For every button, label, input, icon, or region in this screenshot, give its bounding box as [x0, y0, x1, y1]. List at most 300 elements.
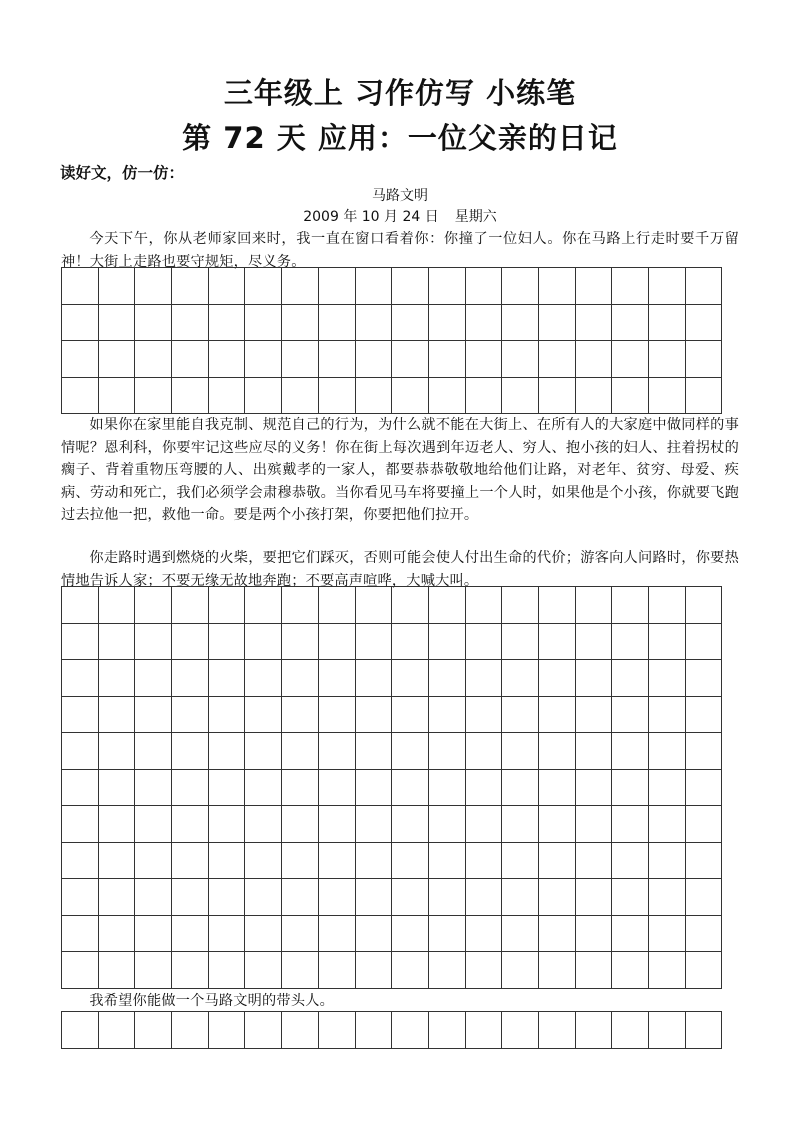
diary-date: 2009 年 10 月 24 日 [303, 209, 439, 225]
grid-cell[interactable] [539, 770, 576, 807]
grid-cell[interactable] [99, 268, 136, 305]
grid-cell[interactable] [466, 806, 503, 843]
grid-cell[interactable] [209, 806, 246, 843]
grid-cell[interactable] [576, 733, 613, 770]
grid-cell[interactable] [502, 624, 539, 661]
grid-cell[interactable] [172, 916, 209, 953]
grid-cell[interactable] [245, 697, 282, 734]
grid-cell[interactable] [282, 305, 319, 342]
grid-cell[interactable] [282, 587, 319, 624]
grid-cell[interactable] [429, 1012, 466, 1049]
grid-cell[interactable] [649, 587, 686, 624]
grid-cell[interactable] [99, 697, 136, 734]
grid-cell[interactable] [429, 660, 466, 697]
grid-cell[interactable] [135, 733, 172, 770]
grid-cell[interactable] [612, 733, 649, 770]
grid-cell[interactable] [429, 733, 466, 770]
grid-cell[interactable] [319, 697, 356, 734]
grid-cell[interactable] [466, 770, 503, 807]
writing-grid-1[interactable] [61, 267, 722, 414]
grid-cell[interactable] [392, 806, 429, 843]
grid-cell[interactable] [62, 843, 99, 880]
grid-cell[interactable] [99, 770, 136, 807]
grid-cell[interactable] [392, 843, 429, 880]
grid-cell[interactable] [392, 305, 429, 342]
grid-cell[interactable] [392, 587, 429, 624]
grid-cell[interactable] [686, 341, 723, 378]
grid-cell[interactable] [649, 879, 686, 916]
grid-cell[interactable] [539, 733, 576, 770]
grid-cell[interactable] [576, 341, 613, 378]
grid-cell[interactable] [99, 660, 136, 697]
grid-cell[interactable] [612, 879, 649, 916]
grid-cell[interactable] [502, 806, 539, 843]
grid-cell[interactable] [282, 843, 319, 880]
grid-cell[interactable] [502, 341, 539, 378]
grid-cell[interactable] [429, 341, 466, 378]
grid-cell[interactable] [282, 1012, 319, 1049]
grid-cell[interactable] [99, 733, 136, 770]
grid-cell[interactable] [135, 268, 172, 305]
grid-cell[interactable] [612, 305, 649, 342]
grid-cell[interactable] [319, 268, 356, 305]
grid-cell[interactable] [649, 1012, 686, 1049]
grid-cell[interactable] [392, 697, 429, 734]
grid-cell[interactable] [612, 378, 649, 415]
grid-cell[interactable] [99, 952, 136, 989]
grid-cell[interactable] [539, 697, 576, 734]
grid-cell[interactable] [62, 806, 99, 843]
grid-cell[interactable] [429, 587, 466, 624]
grid-cell[interactable] [356, 660, 393, 697]
grid-cell[interactable] [99, 587, 136, 624]
grid-cell[interactable] [209, 770, 246, 807]
grid-cell[interactable] [649, 916, 686, 953]
grid-cell[interactable] [466, 624, 503, 661]
grid-cell[interactable] [319, 624, 356, 661]
grid-cell[interactable] [392, 952, 429, 989]
grid-cell[interactable] [356, 268, 393, 305]
grid-cell[interactable] [539, 916, 576, 953]
grid-cell[interactable] [429, 879, 466, 916]
grid-cell[interactable] [466, 341, 503, 378]
grid-cell[interactable] [172, 806, 209, 843]
grid-cell[interactable] [356, 378, 393, 415]
grid-cell[interactable] [466, 952, 503, 989]
grid-cell[interactable] [429, 624, 466, 661]
grid-cell[interactable] [649, 378, 686, 415]
grid-cell[interactable] [356, 587, 393, 624]
grid-cell[interactable] [356, 305, 393, 342]
grid-cell[interactable] [429, 843, 466, 880]
grid-cell[interactable] [539, 660, 576, 697]
grid-cell[interactable] [576, 916, 613, 953]
grid-cell[interactable] [612, 341, 649, 378]
grid-cell[interactable] [502, 1012, 539, 1049]
grid-cell[interactable] [99, 305, 136, 342]
grid-cell[interactable] [429, 916, 466, 953]
grid-cell[interactable] [319, 770, 356, 807]
grid-cell[interactable] [319, 952, 356, 989]
grid-cell[interactable] [172, 341, 209, 378]
grid-cell[interactable] [686, 843, 723, 880]
grid-cell[interactable] [392, 341, 429, 378]
grid-cell[interactable] [686, 806, 723, 843]
grid-cell[interactable] [612, 268, 649, 305]
grid-cell[interactable] [172, 952, 209, 989]
grid-cell[interactable] [502, 843, 539, 880]
grid-cell[interactable] [429, 378, 466, 415]
grid-cell[interactable] [356, 341, 393, 378]
grid-cell[interactable] [135, 1012, 172, 1049]
grid-cell[interactable] [392, 660, 429, 697]
grid-cell[interactable] [649, 305, 686, 342]
grid-cell[interactable] [172, 879, 209, 916]
grid-cell[interactable] [392, 378, 429, 415]
grid-cell[interactable] [282, 879, 319, 916]
grid-cell[interactable] [209, 587, 246, 624]
grid-cell[interactable] [539, 843, 576, 880]
grid-cell[interactable] [466, 305, 503, 342]
grid-cell[interactable] [502, 268, 539, 305]
grid-cell[interactable] [319, 587, 356, 624]
grid-cell[interactable] [466, 1012, 503, 1049]
grid-cell[interactable] [282, 624, 319, 661]
grid-cell[interactable] [356, 843, 393, 880]
grid-cell[interactable] [282, 733, 319, 770]
grid-cell[interactable] [99, 806, 136, 843]
grid-cell[interactable] [576, 378, 613, 415]
grid-cell[interactable] [466, 916, 503, 953]
grid-cell[interactable] [686, 916, 723, 953]
grid-cell[interactable] [686, 305, 723, 342]
grid-cell[interactable] [62, 733, 99, 770]
grid-cell[interactable] [686, 770, 723, 807]
grid-cell[interactable] [686, 660, 723, 697]
grid-cell[interactable] [172, 587, 209, 624]
grid-cell[interactable] [356, 952, 393, 989]
grid-cell[interactable] [282, 770, 319, 807]
grid-cell[interactable] [466, 843, 503, 880]
grid-cell[interactable] [392, 916, 429, 953]
grid-cell[interactable] [99, 916, 136, 953]
grid-cell[interactable] [209, 879, 246, 916]
grid-cell[interactable] [99, 624, 136, 661]
grid-cell[interactable] [539, 952, 576, 989]
grid-cell[interactable] [282, 660, 319, 697]
grid-cell[interactable] [282, 378, 319, 415]
grid-cell[interactable] [576, 770, 613, 807]
grid-cell[interactable] [649, 341, 686, 378]
grid-cell[interactable] [209, 952, 246, 989]
grid-cell[interactable] [356, 879, 393, 916]
grid-cell[interactable] [686, 697, 723, 734]
grid-cell[interactable] [576, 806, 613, 843]
grid-cell[interactable] [209, 843, 246, 880]
grid-cell[interactable] [576, 697, 613, 734]
grid-cell[interactable] [576, 952, 613, 989]
grid-cell[interactable] [245, 1012, 282, 1049]
grid-cell[interactable] [245, 378, 282, 415]
diary-date-line [0, 206, 800, 226]
grid-cell[interactable] [612, 697, 649, 734]
grid-cell[interactable] [62, 952, 99, 989]
grid-cell[interactable] [62, 305, 99, 342]
grid-cell[interactable] [612, 660, 649, 697]
grid-cell[interactable] [686, 587, 723, 624]
grid-cell[interactable] [62, 697, 99, 734]
grid-cell[interactable] [319, 916, 356, 953]
grid-cell[interactable] [319, 806, 356, 843]
grid-cell[interactable] [282, 952, 319, 989]
grid-cell[interactable] [576, 879, 613, 916]
grid-cell[interactable] [319, 843, 356, 880]
grid-cell[interactable] [429, 697, 466, 734]
grid-cell[interactable] [539, 879, 576, 916]
grid-cell[interactable] [209, 341, 246, 378]
grid-cell[interactable] [466, 378, 503, 415]
grid-cell[interactable] [356, 770, 393, 807]
grid-cell[interactable] [209, 697, 246, 734]
grid-cell[interactable] [172, 624, 209, 661]
grid-cell[interactable] [245, 660, 282, 697]
grid-cell[interactable] [319, 341, 356, 378]
grid-cell[interactable] [209, 268, 246, 305]
grid-cell[interactable] [649, 806, 686, 843]
grid-cell[interactable] [356, 806, 393, 843]
grid-cell[interactable] [209, 1012, 246, 1049]
grid-cell[interactable] [612, 624, 649, 661]
grid-cell[interactable] [539, 305, 576, 342]
grid-cell[interactable] [282, 697, 319, 734]
grid-cell[interactable] [282, 916, 319, 953]
diary-paragraph-3: 你走路时遇到燃烧的火柴，要把它们踩灭，否则可能会使人付出生命的代价；游客向人问路时，你要热情地告诉人家；不要无缘无故地奔跑；不要高声喧哗，大喊大叫。 [61, 550, 739, 589]
grid-cell[interactable] [135, 879, 172, 916]
grid-cell[interactable] [99, 341, 136, 378]
grid-cell[interactable] [135, 806, 172, 843]
diary-paragraph-4: 我希望你能做一个马路文明的带头人。 [89, 993, 334, 1009]
grid-cell[interactable] [135, 624, 172, 661]
grid-cell[interactable] [356, 624, 393, 661]
grid-cell[interactable] [612, 916, 649, 953]
grid-cell[interactable] [356, 916, 393, 953]
grid-cell[interactable] [135, 697, 172, 734]
grid-cell[interactable] [539, 341, 576, 378]
grid-cell[interactable] [502, 587, 539, 624]
grid-cell[interactable] [62, 624, 99, 661]
grid-cell[interactable] [245, 305, 282, 342]
grid-cell[interactable] [649, 268, 686, 305]
grid-cell[interactable] [62, 879, 99, 916]
grid-cell[interactable] [392, 879, 429, 916]
grid-cell[interactable] [649, 660, 686, 697]
grid-cell[interactable] [282, 341, 319, 378]
grid-cell[interactable] [62, 378, 99, 415]
grid-cell[interactable] [62, 1012, 99, 1049]
grid-cell[interactable] [502, 952, 539, 989]
grid-cell[interactable] [612, 770, 649, 807]
grid-cell[interactable] [245, 587, 282, 624]
grid-cell[interactable] [209, 624, 246, 661]
grid-cell[interactable] [319, 305, 356, 342]
grid-cell[interactable] [612, 1012, 649, 1049]
grid-cell[interactable] [172, 843, 209, 880]
grid-cell[interactable] [649, 697, 686, 734]
grid-cell[interactable] [539, 268, 576, 305]
grid-cell[interactable] [502, 305, 539, 342]
grid-cell[interactable] [209, 660, 246, 697]
grid-cell[interactable] [99, 1012, 136, 1049]
grid-cell[interactable] [392, 1012, 429, 1049]
grid-cell[interactable] [62, 268, 99, 305]
grid-cell[interactable] [282, 806, 319, 843]
grid-cell[interactable] [135, 341, 172, 378]
grid-cell[interactable] [172, 1012, 209, 1049]
grid-cell[interactable] [576, 660, 613, 697]
grid-cell[interactable] [392, 268, 429, 305]
grid-cell[interactable] [135, 843, 172, 880]
grid-cell[interactable] [135, 770, 172, 807]
grid-cell[interactable] [576, 305, 613, 342]
grid-cell[interactable] [466, 697, 503, 734]
grid-cell[interactable] [686, 952, 723, 989]
grid-cell[interactable] [686, 733, 723, 770]
diary-paragraph-2: 如果你在家里能自我克制、规范自己的行为，为什么就不能在大街上、在所有人的大家庭中做同样的事情呢？恩利科，你要牢记这些应尽的义务！你在街上每次遇到年迈老人、穷人、抱小孩的妇人、拄着拐杖的瘸子、背着重物压弯腰的人、出殡戴孝的一家人，都要恭恭敬敬地给他们让路，对老年、贫穷、母爱、疾病、劳动和死亡，我们必须学会肃穆恭敬。当你看见马车将要撞上一个人时，如果他是个小孩，你就要飞跑过去拉他一把，救他一命。要是两个小孩打架，你要把他们拉开。 [61, 417, 739, 524]
grid-cell[interactable] [686, 624, 723, 661]
grid-cell[interactable] [62, 587, 99, 624]
grid-cell[interactable] [62, 660, 99, 697]
grid-cell[interactable] [319, 378, 356, 415]
grid-cell[interactable] [99, 378, 136, 415]
diary-title: 马路文明 [372, 188, 428, 204]
grid-cell[interactable] [209, 733, 246, 770]
grid-cell[interactable] [466, 587, 503, 624]
grid-cell[interactable] [319, 879, 356, 916]
writing-grid-3[interactable] [61, 1011, 722, 1049]
grid-cell[interactable] [502, 697, 539, 734]
grid-cell[interactable] [209, 916, 246, 953]
grid-cell[interactable] [135, 587, 172, 624]
grid-cell[interactable] [649, 770, 686, 807]
grid-cell[interactable] [245, 806, 282, 843]
grid-cell[interactable] [502, 916, 539, 953]
grid-cell[interactable] [319, 1012, 356, 1049]
grid-cell[interactable] [245, 843, 282, 880]
grid-cell[interactable] [392, 624, 429, 661]
grid-cell[interactable] [612, 806, 649, 843]
grid-cell[interactable] [466, 268, 503, 305]
grid-cell[interactable] [245, 733, 282, 770]
grid-cell[interactable] [392, 770, 429, 807]
grid-cell[interactable] [356, 733, 393, 770]
grid-cell[interactable] [539, 1012, 576, 1049]
grid-cell[interactable] [612, 952, 649, 989]
grid-cell[interactable] [612, 587, 649, 624]
grid-cell[interactable] [466, 733, 503, 770]
grid-cell[interactable] [319, 733, 356, 770]
grid-cell[interactable] [135, 305, 172, 342]
grid-cell[interactable] [502, 378, 539, 415]
grid-cell[interactable] [539, 378, 576, 415]
grid-cell[interactable] [245, 341, 282, 378]
grid-cell[interactable] [502, 660, 539, 697]
grid-cell[interactable] [686, 268, 723, 305]
grid-cell[interactable] [576, 624, 613, 661]
grid-cell[interactable] [686, 879, 723, 916]
grid-cell[interactable] [245, 952, 282, 989]
worksheet-subtitle: 第 72 天 应用：一位父亲的日记 [182, 121, 618, 155]
grid-cell[interactable] [172, 697, 209, 734]
grid-cell[interactable] [539, 624, 576, 661]
grid-cell[interactable] [356, 1012, 393, 1049]
grid-cell[interactable] [576, 1012, 613, 1049]
grid-cell[interactable] [135, 660, 172, 697]
writing-grid-2[interactable] [61, 586, 722, 989]
grid-cell[interactable] [429, 770, 466, 807]
grid-cell[interactable] [612, 843, 649, 880]
grid-cell[interactable] [172, 660, 209, 697]
grid-cell[interactable] [576, 268, 613, 305]
grid-cell[interactable] [502, 879, 539, 916]
grid-cell[interactable] [429, 806, 466, 843]
grid-cell[interactable] [392, 733, 429, 770]
grid-cell[interactable] [649, 733, 686, 770]
grid-cell[interactable] [172, 305, 209, 342]
grid-cell[interactable] [209, 305, 246, 342]
grid-cell[interactable] [429, 305, 466, 342]
grid-cell[interactable] [245, 879, 282, 916]
grid-cell[interactable] [172, 770, 209, 807]
grid-cell[interactable] [686, 1012, 723, 1049]
grid-cell[interactable] [209, 378, 246, 415]
grid-cell[interactable] [356, 697, 393, 734]
grid-cell[interactable] [502, 733, 539, 770]
grid-cell[interactable] [135, 378, 172, 415]
grid-cell[interactable] [172, 733, 209, 770]
grid-cell[interactable] [135, 952, 172, 989]
grid-cell[interactable] [172, 268, 209, 305]
grid-cell[interactable] [429, 952, 466, 989]
grid-cell[interactable] [172, 378, 209, 415]
grid-cell[interactable] [245, 916, 282, 953]
grid-cell[interactable] [576, 587, 613, 624]
diary-weekday: 星期六 [454, 209, 497, 225]
grid-cell[interactable] [99, 879, 136, 916]
grid-cell[interactable] [429, 268, 466, 305]
grid-cell[interactable] [282, 268, 319, 305]
grid-cell[interactable] [466, 660, 503, 697]
grid-cell[interactable] [245, 770, 282, 807]
grid-cell[interactable] [649, 624, 686, 661]
grid-cell[interactable] [466, 879, 503, 916]
grid-cell[interactable] [576, 843, 613, 880]
grid-cell[interactable] [539, 806, 576, 843]
grid-cell[interactable] [245, 624, 282, 661]
grid-cell[interactable] [62, 341, 99, 378]
grid-cell[interactable] [99, 843, 136, 880]
grid-cell[interactable] [686, 378, 723, 415]
grid-cell[interactable] [62, 770, 99, 807]
grid-cell[interactable] [539, 587, 576, 624]
grid-cell[interactable] [502, 770, 539, 807]
grid-cell[interactable] [245, 268, 282, 305]
worksheet-title: 三年级上 习作仿写 小练笔 [223, 76, 577, 110]
grid-cell[interactable] [319, 660, 356, 697]
grid-cell[interactable] [649, 843, 686, 880]
grid-cell[interactable] [135, 916, 172, 953]
grid-cell[interactable] [649, 952, 686, 989]
grid-cell[interactable] [62, 916, 99, 953]
